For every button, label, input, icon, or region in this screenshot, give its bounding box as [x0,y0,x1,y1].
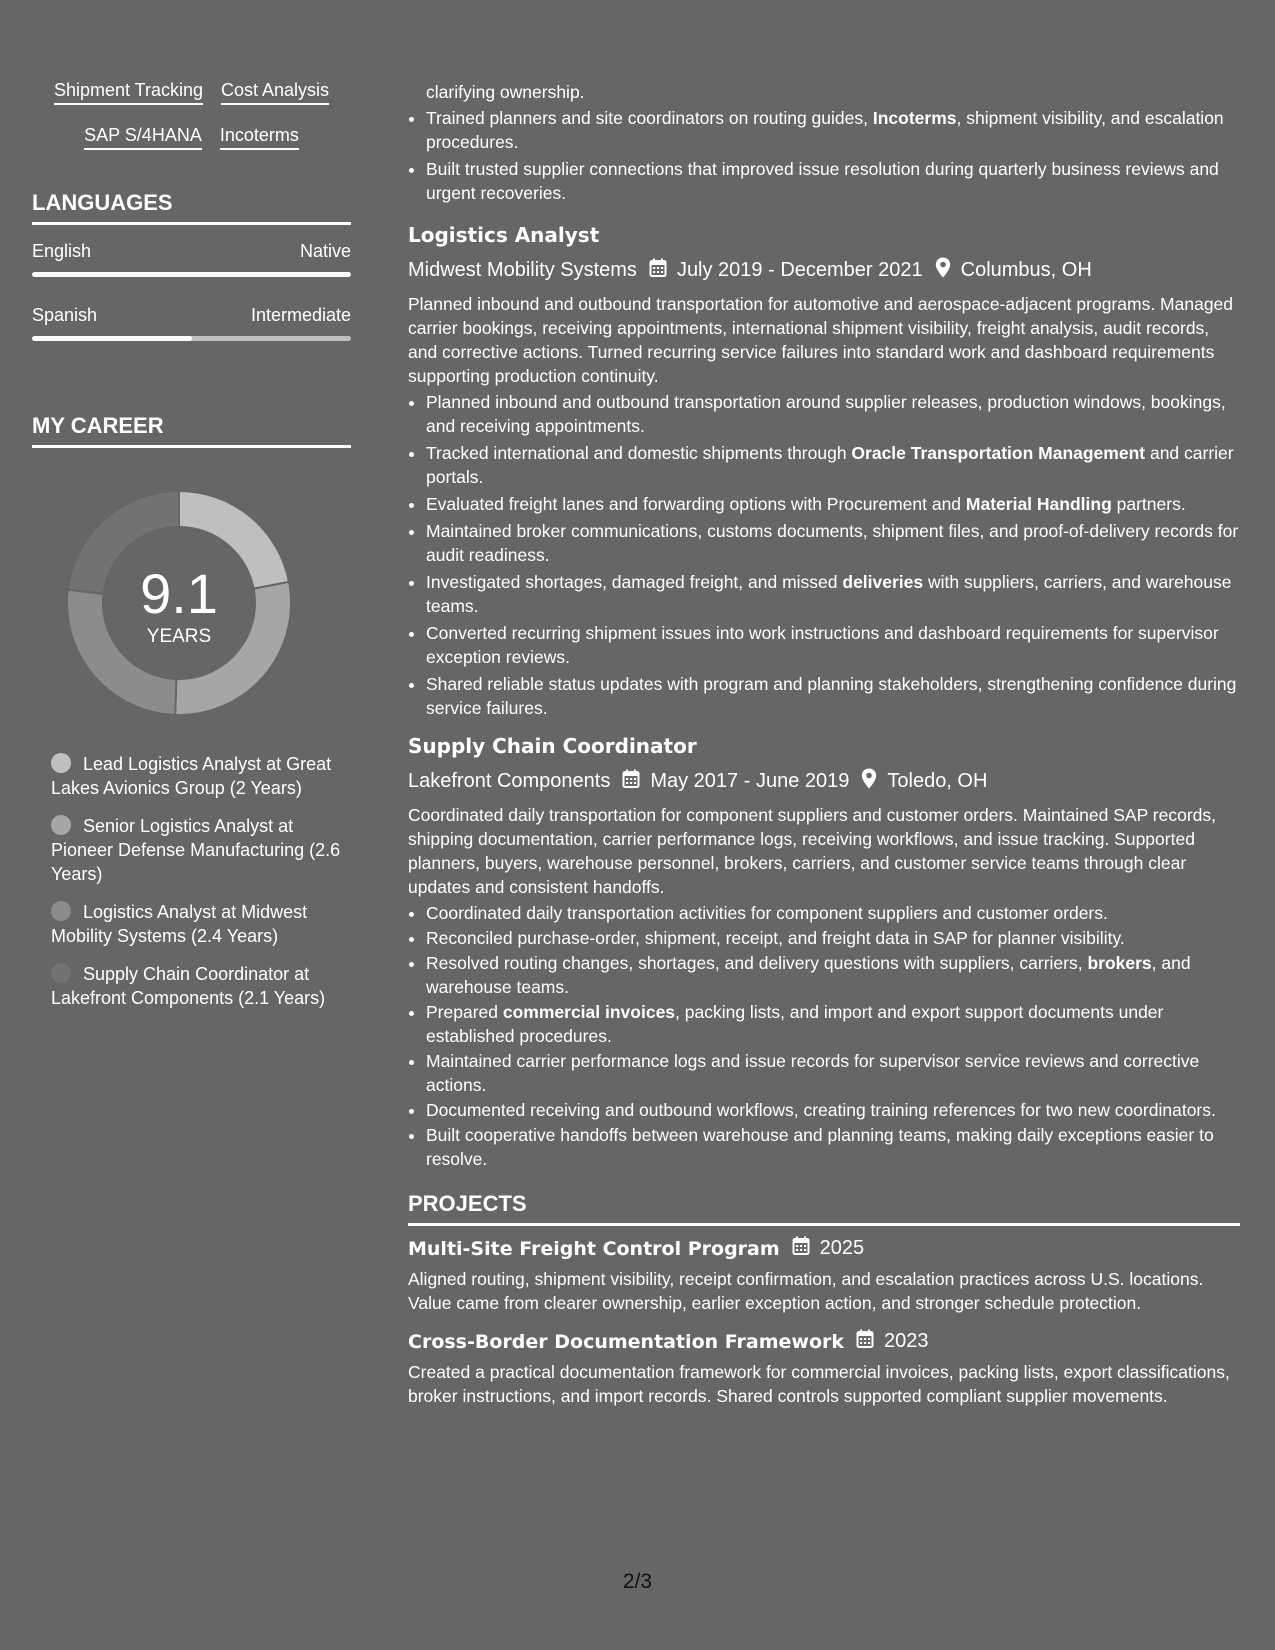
donut-center [66,490,292,716]
career-total-value: 9.1 [140,562,218,625]
career-legend-label: Lead Logistics Analyst at Great Lakes Avionics Group (2 Years) [51,754,332,798]
career-donut [66,490,292,716]
project-header [408,1329,1240,1354]
continued-bullets [408,106,1240,205]
job-location: Columbus, OH [960,259,1092,281]
skill-tag: Incoterms [220,125,299,150]
language-level: Intermediate [250,305,351,325]
bullet-item: • Trained planners and site coordinators on routing guides, Incoterms, shipment visibility, and escalation procedures. [426,106,1240,154]
job-summary: Coordinated daily transportation for component suppliers and customer orders. Maintained SAP records, shipping documentation, carrier performance logs, receiving workflows, and issue tracking. Supported planners, buyers, warehouse personnel, brokers, carriers, and customer service teams through clear updates and consistent handoffs. [408,805,1217,897]
legend-dot [51,901,71,921]
calendar-icon [622,769,640,795]
bullet-item: • Prepared commercial invoices, packing lists, and import and export support documents under established procedures. [426,1000,1240,1048]
job-meta [408,768,1240,795]
legend-dot [51,815,71,835]
career-legend-item [51,900,351,948]
bullet-item: • Maintained broker communications, customs documents, shipment files, and proof-of-delivery records for audit readiness. [426,519,1240,567]
job-bullets [408,390,1240,720]
page-number: 2/3 [622,1570,653,1593]
career-section [32,413,351,1010]
continued-experience [408,80,1240,205]
career-legend-label: Supply Chain Coordinator at Lakefront Components (2.1 Years) [51,964,326,1008]
language-name: Spanish [32,305,98,325]
career-total-unit: YEARS [146,626,212,647]
projects-heading: PROJECTS [408,1191,1240,1226]
language-item [32,241,351,277]
job-summary: Planned inbound and outbound transportation for automotive and aerospace-adjacent programs. Managed carrier bookings, receiving appointments, international shipment visibility, freight analysis, audit records, and corrective actions. Turned recurring service failures into standard work and dashboard requirements supporting production continuity. [408,294,1234,386]
language-row [32,305,351,326]
language-level: Native [299,241,351,261]
project-year: 2025 [819,1237,865,1259]
career-legend-label: Logistics Analyst at Midwest Mobility Systems (2.4 Years) [51,902,308,946]
bullet-item: • Tracked international and domestic shipments through Oracle Transportation Management and carrier portals. [426,441,1240,489]
project-header [408,1236,1240,1261]
calendar-icon [792,1236,810,1261]
languages-section [32,190,351,341]
job-meta [408,257,1240,284]
bullet-item: • Maintained carrier performance logs and issue records for supervisor service reviews and corrective actions. [426,1049,1240,1097]
career-heading: MY CAREER [32,413,351,448]
project-text: Aligned routing, shipment visibility, receipt confirmation, and escalation practices across U.S. locations. Value came from clearer ownership, earlier exception action, and stronger schedule protection. [408,1269,1204,1313]
project-entry [408,1329,1240,1408]
languages-heading: LANGUAGES [32,190,351,225]
job-dates: May 2017 - June 2019 [650,770,850,792]
bullet-item: • Resolved routing changes, shortages, and delivery questions with suppliers, carriers, brokers, and warehouse teams. [426,951,1240,999]
bullet-item: • Converted recurring shipment issues into work instructions and dashboard requirements for supervisor exception reviews. [426,621,1240,669]
language-name: English [32,241,92,261]
language-bar [32,272,351,277]
career-legend-item [51,962,351,1010]
job-entry [408,223,1240,720]
language-bar [32,336,351,341]
job-location: Toledo, OH [887,770,988,792]
project-title: Multi-Site Freight Control Program [408,1237,780,1260]
language-row [32,241,351,262]
skill-tag: Shipment Tracking [54,80,203,105]
job-dates: July 2019 - December 2021 [676,259,923,281]
sidebar [32,80,351,1024]
bullet-item: • Coordinated daily transportation activities for component suppliers and customer orders. [426,901,1240,925]
calendar-icon [649,258,667,284]
language-item [32,305,351,341]
bullet-item: • Documented receiving and outbound workflows, creating training references for two new coordinators. [426,1098,1240,1122]
calendar-icon [856,1329,874,1354]
continued-text: clarifying ownership. [426,82,585,102]
project-entry [408,1236,1240,1315]
projects-section [408,1191,1240,1408]
bullet-item: • Shared reliable status updates with program and planning stakeholders, strengthening confidence during service failures. [426,672,1240,720]
project-title: Cross-Border Documentation Framework [408,1330,845,1353]
bullet-item: • Evaluated freight lanes and forwarding options with Procurement and Material Handling partners. [426,492,1240,516]
bullet-item: • Planned inbound and outbound transportation around supplier releases, production windows, bookings, and receiving appointments. [426,390,1240,438]
skills-section [32,80,351,150]
job-title: Logistics Analyst [408,223,600,247]
legend-dot [51,753,71,773]
map-pin-icon [861,768,877,795]
job-company: Midwest Mobility Systems [408,259,637,281]
career-legend [51,752,351,1010]
skills-row-1 [32,80,351,105]
legend-dot [51,963,71,983]
project-text: Created a practical documentation framework for commercial invoices, packing lists, export classifications, broker instructions, and import records. Shared controls supported compliant supplier movements. [408,1362,1230,1406]
career-legend-label: Senior Logistics Analyst at Pioneer Defense Manufacturing (2.6 Years) [51,816,341,884]
language-bar-fill [32,336,192,341]
main-content [408,80,1240,1410]
skill-tag: Cost Analysis [221,80,329,105]
map-pin-icon [935,257,951,284]
job-bullets [408,901,1240,1171]
career-legend-item [51,752,351,800]
project-year: 2023 [884,1330,929,1352]
skills-row-2 [32,125,351,150]
bullet-item: • Reconciled purchase-order, shipment, receipt, and freight data in SAP for planner visibility. [426,926,1240,950]
job-entry [408,734,1240,1171]
skill-tag: SAP S/4HANA [84,125,202,150]
job-company: Lakefront Components [408,770,611,792]
bullet-item: • Built trusted supplier connections that improved issue resolution during quarterly business reviews and urgent recoveries. [426,157,1240,205]
job-title: Supply Chain Coordinator [408,734,697,758]
career-legend-item [51,814,351,886]
bullet-item: • Built cooperative handoffs between warehouse and planning teams, making daily exceptions easier to resolve. [426,1123,1240,1171]
language-bar-fill [32,272,351,277]
bullet-item: • Investigated shortages, damaged freight, and missed deliveries with suppliers, carriers, and warehouse teams. [426,570,1240,618]
